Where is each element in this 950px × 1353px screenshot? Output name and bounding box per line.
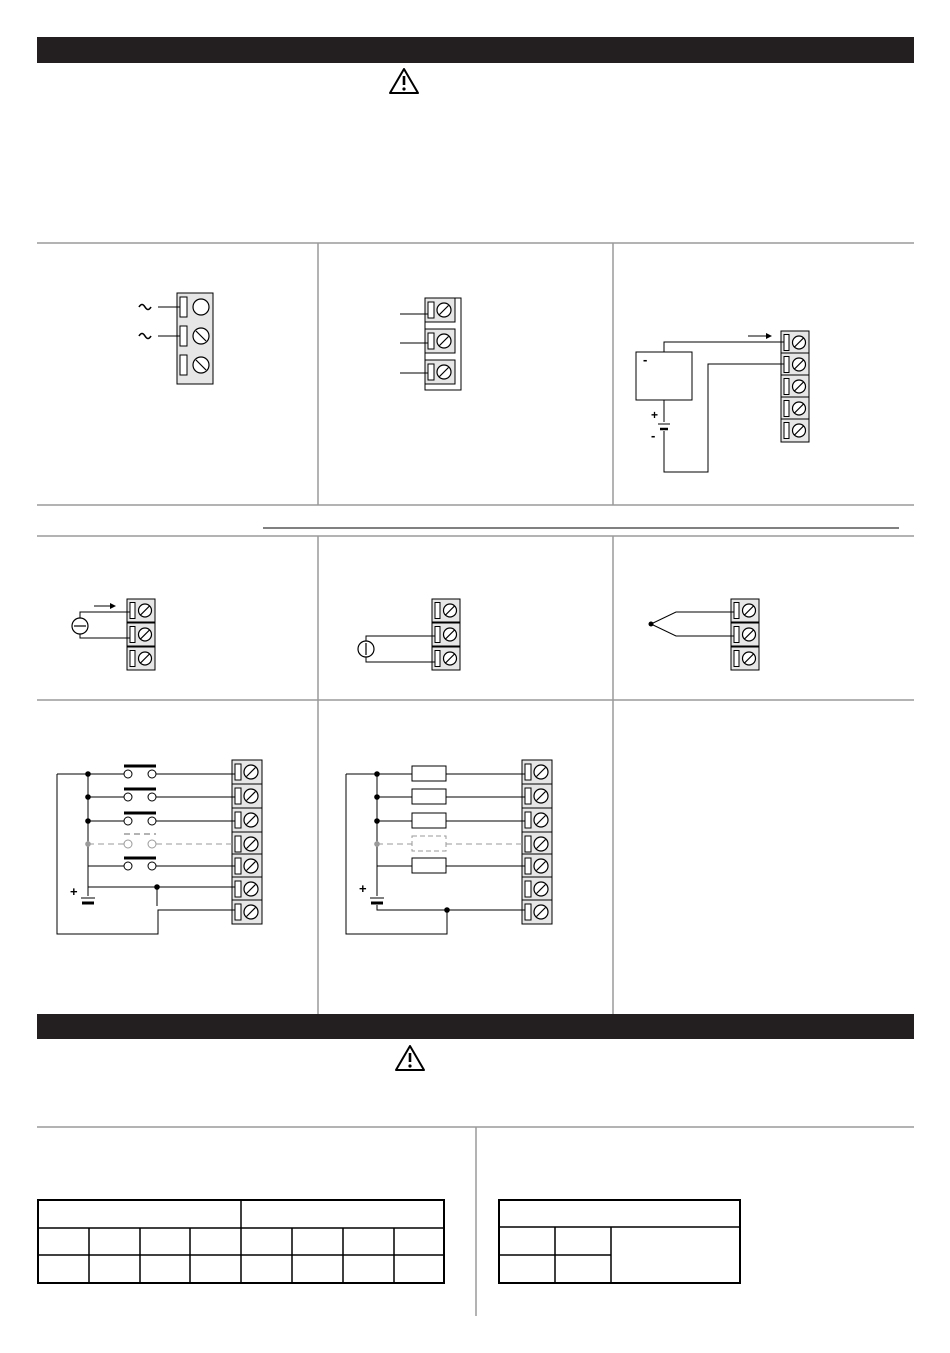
warning-triangle-icon <box>390 69 418 93</box>
svg-text:+: + <box>651 408 659 422</box>
current-input-diagram <box>72 599 155 670</box>
digital-input-resistors-diagram <box>346 760 552 934</box>
svg-text:+: + <box>359 881 367 896</box>
svg-text:-: - <box>651 428 656 443</box>
config-table-left <box>38 1200 444 1283</box>
current-loop-diagram <box>636 331 809 472</box>
ac-tilde-icon <box>139 334 151 339</box>
voltage-input-diagram <box>358 599 460 670</box>
warning-triangle-icon <box>396 1046 424 1070</box>
section-header-bar-configuration <box>37 1014 914 1039</box>
svg-text:+: + <box>70 884 78 899</box>
thermocouple-diagram <box>649 599 760 670</box>
power-supply-diagram <box>139 293 213 384</box>
ac-tilde-icon <box>139 305 151 310</box>
output-diagram <box>400 298 461 390</box>
svg-text:-: - <box>643 352 648 367</box>
digital-input-contacts-diagram <box>57 760 262 934</box>
section-header-bar-wiring <box>37 37 914 63</box>
config-table-right <box>499 1200 740 1283</box>
